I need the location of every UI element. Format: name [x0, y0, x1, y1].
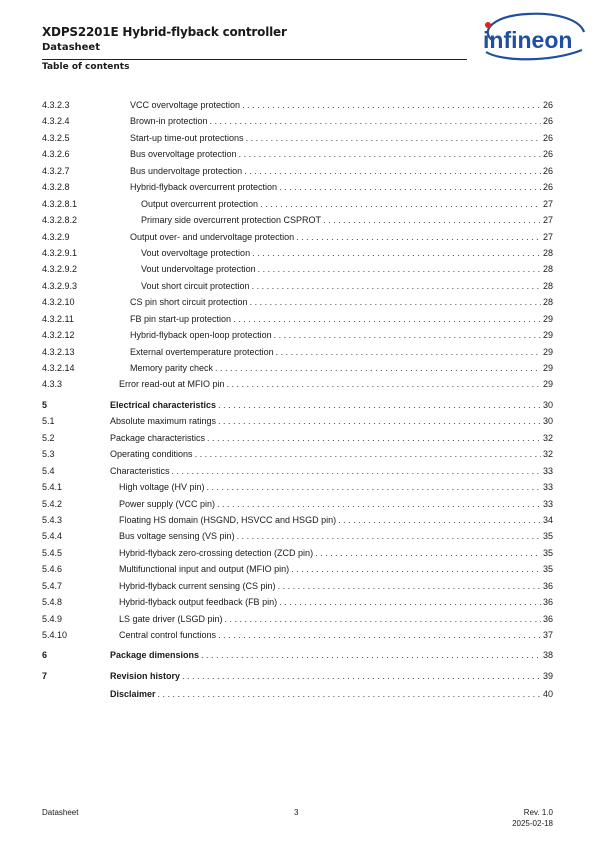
- toc-row[interactable]: [42, 496, 553, 512]
- toc-dot-leader: [227, 376, 541, 392]
- toc-page-number[interactable]: 29: [542, 346, 553, 357]
- toc-page-number[interactable]: 40: [542, 689, 553, 700]
- toc-title-link[interactable]: Primary side overcurrent protection CSPROT: [141, 215, 322, 226]
- toc-dot-leader: [239, 146, 541, 162]
- toc-number: 5.1: [42, 416, 55, 427]
- toc-dot-leader: [225, 611, 541, 627]
- toc-title-link[interactable]: Package characteristics: [110, 432, 206, 443]
- toc-row[interactable]: [42, 611, 553, 627]
- toc-page-number[interactable]: 26: [542, 149, 553, 160]
- toc-title-link[interactable]: Package dimensions: [110, 650, 200, 661]
- toc-page-number[interactable]: 32: [542, 432, 553, 443]
- toc-page-number[interactable]: 34: [542, 514, 553, 525]
- footer-doc-type: Datasheet: [42, 808, 79, 817]
- toc-title-link[interactable]: High voltage (HV pin): [119, 482, 205, 493]
- toc-dot-leader: [233, 311, 541, 327]
- toc-number: 4.3.2.8.2: [42, 215, 78, 226]
- toc-row[interactable]: [42, 196, 553, 212]
- toc-number: 5.4.5: [42, 547, 63, 558]
- toc-dot-leader: [250, 294, 541, 310]
- toc-number: 5.3: [42, 449, 55, 460]
- toc-row[interactable]: [42, 686, 553, 702]
- toc-number: 4.3.3: [42, 379, 63, 390]
- toc-row[interactable]: [42, 163, 553, 179]
- toc-title-link[interactable]: Bus voltage sensing (VS pin): [119, 531, 235, 542]
- toc-page-number[interactable]: 29: [542, 330, 553, 341]
- toc-dot-leader: [246, 130, 541, 146]
- toc-page-number[interactable]: 35: [542, 564, 553, 575]
- toc-dot-leader: [207, 479, 541, 495]
- toc-title-link[interactable]: Characteristics: [110, 465, 170, 476]
- toc-title-link[interactable]: Hybrid-flyback overcurrent protection: [130, 182, 278, 193]
- toc-row[interactable]: [42, 97, 553, 113]
- toc-title-link[interactable]: Absolute maximum ratings: [110, 416, 217, 427]
- toc-dot-leader: [237, 528, 541, 544]
- toc-number: 5.4.10: [42, 630, 68, 640]
- toc-dot-leader: [215, 360, 541, 376]
- toc-number: 6: [42, 650, 48, 661]
- toc-row[interactable]: [42, 245, 553, 261]
- toc-dot-leader: [210, 113, 541, 129]
- toc-title-link[interactable]: Floating HS domain (HSGND, HSVCC and HSGD pin): [119, 514, 337, 525]
- toc-title-link[interactable]: Revision history: [110, 670, 181, 681]
- toc-dot-leader: [217, 496, 541, 512]
- toc-title-link[interactable]: Output overcurrent protection: [141, 198, 259, 209]
- toc-title-link[interactable]: VCC overvoltage protection: [130, 100, 241, 110]
- page-header: [42, 24, 467, 55]
- toc-title-link[interactable]: LS gate driver (LSGD pin): [119, 613, 223, 624]
- toc-title-link[interactable]: Error read-out at MFIO pin: [119, 379, 225, 390]
- toc-dot-leader: [258, 261, 541, 277]
- toc-dot-leader: [195, 446, 541, 462]
- toc-number: 7: [42, 670, 48, 681]
- toc-row[interactable]: [42, 430, 553, 446]
- toc-page-number[interactable]: 26: [542, 100, 553, 110]
- document-title: XDPS2201E Hybrid-flyback controller: [42, 25, 287, 39]
- toc-row[interactable]: [42, 130, 553, 146]
- toc-row[interactable]: [42, 578, 553, 594]
- toc-title-link[interactable]: Vout short circuit protection: [141, 280, 250, 291]
- toc-number: 4.3.2.9.2: [42, 264, 78, 275]
- toc-page-number[interactable]: 29: [542, 379, 553, 390]
- toc-number: 5.4.1: [42, 482, 63, 493]
- toc-title-link[interactable]: Hybrid-flyback output feedback (FB pin): [119, 597, 278, 608]
- toc-title-link[interactable]: Start-up time-out protections: [130, 132, 244, 143]
- toc-title-link[interactable]: Output over- and undervoltage protection: [130, 231, 295, 242]
- toc-row[interactable]: [42, 446, 553, 462]
- toc-page-number[interactable]: 26: [542, 165, 553, 176]
- toc-page-number[interactable]: 29: [542, 313, 553, 324]
- toc-row[interactable]: [42, 344, 553, 360]
- toc-number: 5.4.9: [42, 613, 63, 624]
- toc-title-link[interactable]: Power supply (VCC pin): [119, 498, 216, 509]
- document-type: Datasheet: [42, 42, 100, 53]
- toc-dot-leader: [201, 647, 541, 663]
- toc-page-number[interactable]: 32: [542, 449, 553, 460]
- toc-dot-leader: [279, 179, 541, 195]
- toc-page-number[interactable]: 26: [542, 182, 553, 193]
- toc-title-link[interactable]: Central control functions: [119, 630, 217, 640]
- toc-page-number[interactable]: 27: [542, 198, 553, 209]
- toc-row[interactable]: [42, 294, 553, 310]
- infineon-logo: [472, 10, 590, 64]
- toc-page-number[interactable]: 36: [542, 597, 553, 608]
- toc-row[interactable]: [42, 311, 553, 327]
- toc-title-link[interactable]: Brown-in protection: [130, 116, 208, 127]
- toc-dot-leader: [158, 686, 541, 702]
- toc-number: 4.3.2.3: [42, 100, 70, 110]
- toc-title-link[interactable]: Hybrid-flyback current sensing (CS pin): [119, 580, 276, 591]
- toc-row[interactable]: [42, 479, 553, 495]
- toc-number: 4.3.2.8.1: [42, 198, 78, 209]
- toc-dot-leader: [274, 327, 541, 343]
- toc-row[interactable]: [42, 278, 553, 294]
- toc-page-number[interactable]: 29: [542, 363, 553, 373]
- toc-title-link[interactable]: Vout overvoltage protection: [141, 247, 251, 258]
- toc-page-number[interactable]: 30: [542, 416, 553, 427]
- toc-number: 5.2: [42, 432, 55, 443]
- toc-row[interactable]: [42, 561, 553, 577]
- toc-row[interactable]: [42, 261, 553, 277]
- toc-row[interactable]: [42, 463, 553, 479]
- toc-page-number[interactable]: 36: [542, 580, 553, 591]
- toc-row[interactable]: [42, 179, 553, 195]
- toc-number: 5.4.4: [42, 531, 63, 542]
- toc-row[interactable]: [42, 512, 553, 528]
- toc-dot-leader: [252, 245, 541, 261]
- toc-title-link[interactable]: Hybrid-flyback open-loop protection: [130, 330, 272, 341]
- toc-dot-leader: [279, 594, 541, 610]
- footer-date: 2025-02-18: [512, 819, 553, 828]
- toc-title-link[interactable]: Memory parity check: [130, 363, 214, 373]
- toc-number: 4.3.2.4: [42, 116, 70, 127]
- toc-number: 4.3.2.14: [42, 363, 75, 373]
- toc-title-link[interactable]: Operating conditions: [110, 449, 193, 460]
- toc-number: 5: [42, 399, 48, 410]
- toc-row[interactable]: [42, 397, 553, 413]
- header-divider: [42, 59, 467, 60]
- toc-page-number[interactable]: 35: [542, 531, 553, 542]
- toc-number: 4.3.2.11: [42, 313, 74, 324]
- toc-dot-leader: [296, 229, 541, 245]
- toc-number: 4.3.2.9.3: [42, 280, 78, 291]
- toc-number: 4.3.2.12: [42, 330, 75, 341]
- toc-page-number[interactable]: 36: [542, 613, 553, 624]
- toc-row[interactable]: [42, 376, 553, 392]
- toc-dot-leader: [218, 397, 541, 413]
- toc-number: 5.4.6: [42, 564, 63, 575]
- toc-row[interactable]: [42, 229, 553, 245]
- toc-page-number[interactable]: 26: [542, 132, 553, 143]
- toc-dot-leader: [172, 463, 541, 479]
- toc-dot-leader: [338, 512, 541, 528]
- toc-number: 5.4.2: [42, 498, 63, 509]
- toc-title-link[interactable]: CS pin short circuit protection: [130, 297, 248, 308]
- toc-dot-leader: [242, 97, 541, 113]
- toc-row[interactable]: [42, 627, 553, 643]
- toc-page-number[interactable]: 28: [542, 264, 553, 275]
- toc-number: 4.3.2.9: [42, 231, 70, 242]
- toc-row[interactable]: [42, 545, 553, 561]
- toc-row[interactable]: [42, 647, 553, 663]
- toc-page-number[interactable]: 33: [542, 465, 553, 476]
- toc-dot-leader: [182, 668, 541, 684]
- toc-page-number[interactable]: 28: [542, 297, 553, 308]
- toc-title-link[interactable]: FB pin start-up protection: [130, 313, 232, 324]
- toc-number: 4.3.2.10: [42, 297, 75, 308]
- toc-number: 4.3.2.8: [42, 182, 70, 193]
- footer-revision: Rev. 1.0: [523, 808, 553, 817]
- toc-dot-leader: [323, 212, 541, 228]
- toc-row[interactable]: [42, 413, 553, 429]
- table-of-contents: [42, 97, 553, 703]
- toc-title-link[interactable]: Electrical characteristics: [110, 399, 217, 410]
- toc-title-link[interactable]: External overtemperature protection: [130, 346, 274, 357]
- toc-dot-leader: [207, 430, 541, 446]
- toc-number: 4.3.2.9.1: [42, 247, 78, 258]
- toc-title-link[interactable]: Vout undervoltage protection: [141, 264, 256, 275]
- toc-dot-leader: [276, 344, 541, 360]
- toc-number: 5.4.7: [42, 580, 63, 591]
- toc-row[interactable]: [42, 668, 553, 684]
- toc-page-number[interactable]: 38: [542, 650, 553, 661]
- toc-page-number[interactable]: 27: [542, 215, 553, 226]
- toc-number: 4.3.2.13: [42, 346, 75, 357]
- toc-page-number[interactable]: 33: [542, 482, 553, 493]
- toc-dot-leader: [218, 413, 541, 429]
- toc-number: 5.4: [42, 465, 55, 476]
- toc-dot-leader: [244, 163, 541, 179]
- toc-row[interactable]: [42, 360, 553, 376]
- toc-number: 4.3.2.5: [42, 132, 70, 143]
- toc-page-number[interactable]: 26: [542, 116, 553, 127]
- toc-row[interactable]: [42, 594, 553, 610]
- toc-number: 5.4.3: [42, 514, 63, 525]
- footer-revision-block: [512, 807, 553, 829]
- toc-page-number[interactable]: 39: [542, 670, 553, 681]
- toc-dot-leader: [218, 627, 541, 643]
- toc-title-link[interactable]: Bus undervoltage protection: [130, 165, 243, 176]
- toc-page-number[interactable]: 28: [542, 247, 553, 258]
- toc-page-number[interactable]: 35: [542, 547, 553, 558]
- toc-dot-leader: [278, 578, 541, 594]
- toc-page-number[interactable]: 33: [542, 498, 553, 509]
- toc-row[interactable]: [42, 212, 553, 228]
- toc-page-number[interactable]: 37: [542, 630, 553, 640]
- toc-row[interactable]: [42, 113, 553, 129]
- toc-dot-leader: [315, 545, 541, 561]
- toc-title-link[interactable]: Bus overvoltage protection: [130, 149, 237, 160]
- toc-title-link[interactable]: Disclaimer: [110, 689, 156, 700]
- toc-row[interactable]: [42, 528, 553, 544]
- section-title: Table of contents: [42, 62, 130, 72]
- toc-number: 5.4.8: [42, 597, 63, 608]
- toc-row[interactable]: [42, 146, 553, 162]
- toc-number: 4.3.2.7: [42, 165, 70, 176]
- toc-title-link[interactable]: Multifunctional input and output (MFIO pin): [119, 564, 290, 575]
- toc-number: 4.3.2.6: [42, 149, 70, 160]
- toc-row[interactable]: [42, 327, 553, 343]
- toc-page-number[interactable]: 28: [542, 280, 553, 291]
- toc-dot-leader: [291, 561, 541, 577]
- toc-page-number[interactable]: 27: [542, 231, 553, 242]
- toc-dot-leader: [252, 278, 541, 294]
- toc-title-link[interactable]: Hybrid-flyback zero-crossing detection (ZCD pin): [119, 547, 314, 558]
- toc-page-number[interactable]: 30: [542, 399, 553, 410]
- logo-wordmark: infineon: [483, 27, 573, 53]
- footer-page-number: 3: [294, 808, 299, 817]
- toc-dot-leader: [260, 196, 541, 212]
